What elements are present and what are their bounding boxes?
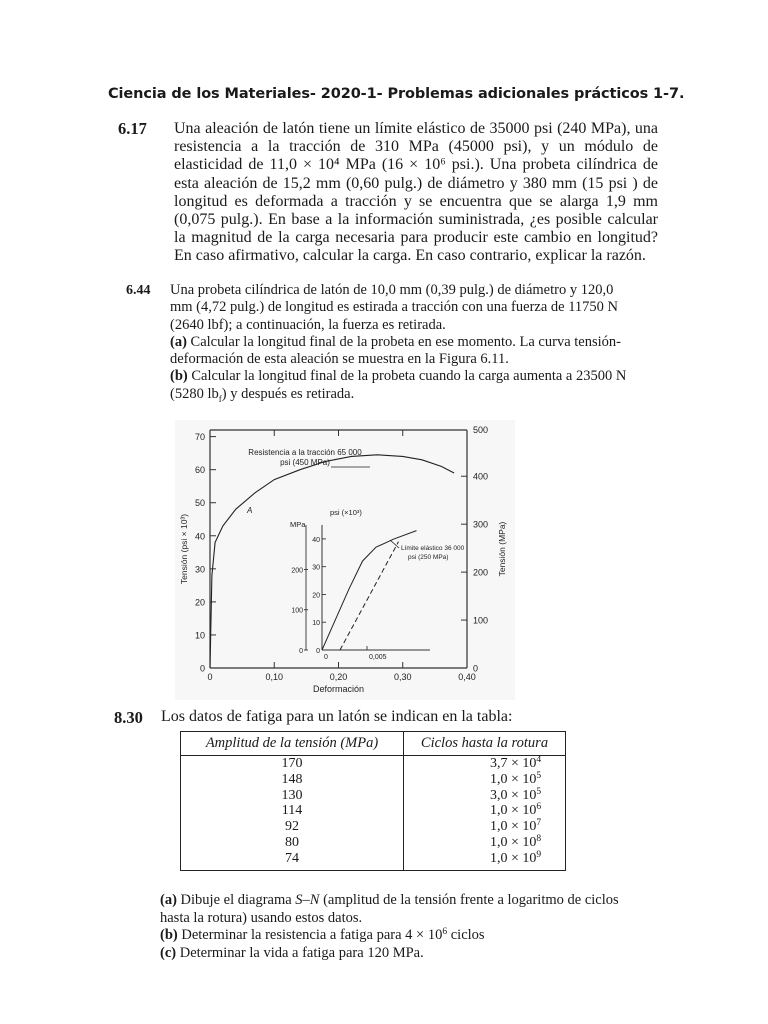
cycles-mantissa: 1,0 × 10 [490,819,537,835]
inset-x-tick-label: 0,005 [369,654,387,661]
table-row [181,772,566,788]
y-tick-label-left: 0 [199,663,205,674]
cycles-exponent: 4 [536,755,542,765]
x-tick-label: 0,30 [393,672,412,682]
stress-strain-chart [175,420,515,700]
y-tick-label-left: 20 [194,597,205,608]
x-tick-label: 0 [207,672,213,682]
problem-statement: Una probeta cilíndrica de latón de 10,0 mm (0,39 pulg.) de diámetro y 120,0 mm (4,72 pulg.) de longitud es estirada a tracción con una fuerza de 11750 N (2640 lbf); a continuación, la fuerza es retirada. [170,282,619,333]
x-tick-label: 0,10 [265,672,284,682]
part-a-text: Calcular la longitud final de la probeta en ese momento. La curva tensión-deformación de esta aleación se muestra en la Figura 6.11. [170,333,621,368]
cell-amplitude: 80 [181,835,404,851]
part-a-sn: S–N [295,892,320,908]
cycles-exponent: 9 [536,849,542,860]
y-tick-label-left: 70 [194,432,205,443]
cycles-mantissa: 1,0 × 10 [490,803,537,819]
cycles-mantissa: 1,0 × 10 [490,850,537,866]
part-c [160,945,650,963]
problem-text [174,120,658,266]
part-b-text-post: ) y después es retirada. [221,385,355,402]
inset-mpa-tick-label: 100 [291,607,303,615]
cycles-mantissa: 1,0 × 10 [490,771,537,787]
table-body [181,756,566,871]
y-tick-label-left: 50 [194,498,205,509]
part-b-text-pre: Calcular la longitud final de la probeta cuando la carga aumenta a 23500 N (5280 lb [170,368,627,402]
part-b [160,927,650,945]
part-b-label: (b) [160,927,178,944]
page-title: Ciencia de los Materiales- 2020-1- Problemas adicionales prácticos 1-7. [108,86,685,102]
cycles-mantissa: 3,0 × 10 [490,787,537,803]
y-tick-label-left: 10 [194,630,205,641]
cycles-exponent: 6 [536,802,542,813]
x-tick-label: 0,40 [458,672,476,682]
y-tick-label-right: 300 [473,519,489,530]
part-b-label: (b) [170,368,188,385]
cell-cycles [404,803,566,819]
y-axis-label-left: Tensión (psi × 10³) [179,513,189,585]
part-b-exp: 6 [442,927,448,938]
header-amplitude: Amplitud de la tensión (MPa) [181,732,404,756]
part-a-label: (a) [160,892,177,908]
y-tick-label-right-top: 500 [473,425,489,435]
cell-amplitude: 130 [181,788,404,804]
inset-y-tick-label: 40 [312,536,320,544]
inset-mpa-tick-label: 0 [299,648,303,655]
table-row [181,819,566,835]
inset-y-tick-label: 0 [316,648,320,655]
cycles-exponent: 5 [536,786,542,797]
table-row [181,788,566,804]
cell-amplitude: 170 [181,756,404,772]
part-a [160,892,650,927]
inset-y-tick-label: 30 [312,564,320,572]
part-b [170,368,636,407]
problem-text [170,282,636,408]
y-tick-label-left: 30 [194,564,205,575]
cycles-mantissa: 3,7 × 10 [490,756,537,771]
part-a [170,334,636,369]
y-tick-label-right: 100 [473,615,489,626]
yield-annotation-line1: Límite elástico 36 000 [401,545,465,552]
y-tick-label-right: 200 [473,567,489,578]
header-cycles: Ciclos hasta la rotura [404,732,566,756]
table-row [181,756,566,772]
y-tick-label-right: 0 [473,663,479,674]
part-b-sub: f [218,393,222,404]
cell-amplitude: 92 [181,819,404,835]
inset-units-mpa: MPa [290,520,306,529]
cell-cycles [404,756,566,772]
problem-number: 6.17 [118,119,147,138]
inset-units-psi: psi (×10³) [330,508,362,517]
inset-x-tick-label: 0 [324,654,328,661]
problem-8-30-parts [160,892,650,962]
x-tick-label: 0,20 [329,672,348,682]
part-a-text-post: (amplitud de la tensión frente a logaritmo de ciclos hasta la rotura) usando estos datos. [160,892,619,926]
table-row [181,835,566,851]
problem-number: 8.30 [114,708,143,727]
inset-offset-line [340,542,399,650]
cycles-mantissa: 1,0 × 10 [490,834,537,850]
part-c-text: Determinar la vida a fatiga para 120 MPa. [179,944,424,961]
problem-statement: Una aleación de latón tiene un límite elástico de 35000 psi (240 MPa), una resistencia a la tracción de 310 MPa (45000 psi), y un módulo de elasticidad de 11,0 × 10⁴ MPa (16 × 10⁶ psi.). Una probeta cilíndrica de esta aleación de 15,2 mm (0,60 pulg.) de diámetro y 380 mm (15 psi ) de longitud es deformada a tracción y se encuentra que se alarga 1,9 mm (0,075 pulg.). En base a la información suministrada, ¿es posible calcular la magnitud de la carga necesaria para producir este cambio en longitud? En caso afirmativo, calcular la carga. En caso contrario, explicar la razón. [174,120,658,265]
y-tick-label-right: 400 [473,471,489,482]
cell-cycles [404,819,566,835]
cell-cycles [404,788,566,804]
tensile-annotation-line1: Resistencia a la tracción 65 000 [248,448,362,457]
chart-svg [175,420,515,700]
y-tick-label-left: 60 [194,465,205,476]
inset-y-tick-label: 20 [312,592,320,600]
cycles-exponent: 5 [536,770,542,781]
cell-amplitude: 114 [181,803,404,819]
tensile-annotation-line2: psi (450 MPa) [280,458,330,467]
part-c-label: (c) [160,944,177,961]
inset-mpa-tick-label: 200 [291,567,303,575]
part-b-text-pre: Determinar la resistencia a fatiga para 4 × 10 [181,927,443,944]
cycles-exponent: 7 [536,818,542,829]
cell-cycles [404,772,566,788]
table-row [181,851,566,870]
cell-amplitude: 148 [181,772,404,788]
main-curve-line [210,455,454,668]
y-tick-label-left: 40 [194,531,205,542]
table-row [181,803,566,819]
problem-statement: Los datos de fatiga para un latón se indican en la tabla: [161,708,513,725]
cell-cycles [404,835,566,851]
fatigue-table [180,731,566,871]
cell-cycles [404,851,566,870]
part-a-text-pre: Dibuje el diagrama [180,892,296,908]
point-label-a: A [247,506,253,515]
inset-y-tick-label: 10 [312,620,320,628]
y-axis-label-right: Tensión (MPa) [497,521,507,577]
table-header-row [181,732,566,756]
part-a-label: (a) [170,333,187,350]
part-b-text-post: ciclos [447,927,485,944]
x-axis-label: Deformación [312,684,365,694]
problem-number: 6.44 [126,283,151,298]
yield-annotation-line2: psi (250 MPa) [408,554,449,561]
cycles-exponent: 8 [536,833,542,844]
cell-amplitude: 74 [181,851,404,870]
